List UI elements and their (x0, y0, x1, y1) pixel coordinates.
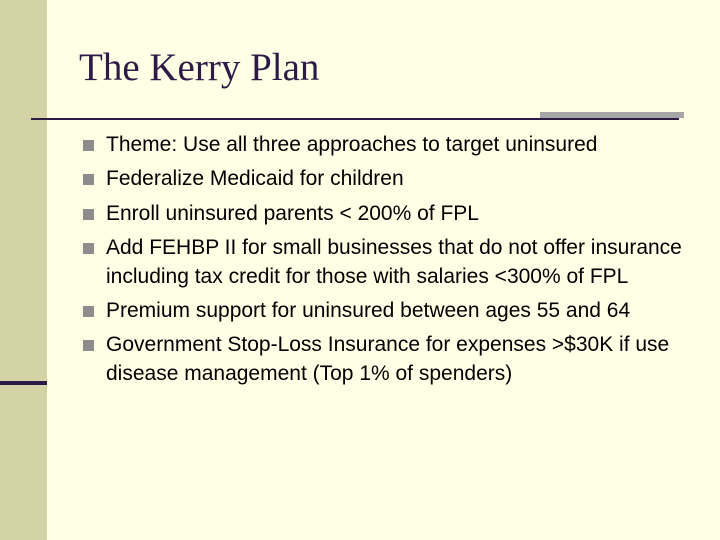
left-decorative-band (0, 0, 47, 540)
square-bullet-icon (83, 340, 94, 351)
bullet-item (83, 131, 693, 160)
title-rule (31, 118, 679, 120)
bullet-item (83, 200, 693, 229)
bullet-text: Add FEHBP II for small businesses that do not offer insurance including tax credit for those with salaries <300% of FPL (106, 235, 682, 288)
square-bullet-icon (83, 306, 94, 317)
bullet-text: Theme: Use all three approaches to target uninsured (106, 133, 598, 156)
square-bullet-icon (83, 174, 94, 185)
bullet-list (83, 131, 693, 394)
bullet-text: Federalize Medicaid for children (106, 167, 404, 191)
square-bullet-icon (83, 243, 94, 254)
bullet-item (83, 234, 693, 292)
bullet-text: Government Stop-Loss Insurance for expenses >$30K if use disease management (Top 1% of spenders) (106, 333, 670, 386)
bullet-text: Premium support for uninsured between ages 55 and 64 (106, 298, 631, 322)
left-accent-bar (0, 381, 47, 385)
bullet-item (83, 297, 693, 326)
square-bullet-icon (83, 140, 94, 151)
bullet-item (83, 331, 693, 389)
slide-title: The Kerry Plan (79, 46, 320, 89)
bullet-item (83, 165, 693, 194)
bullet-text: Enroll uninsured parents < 200% of FPL (106, 201, 479, 225)
square-bullet-icon (83, 209, 94, 220)
